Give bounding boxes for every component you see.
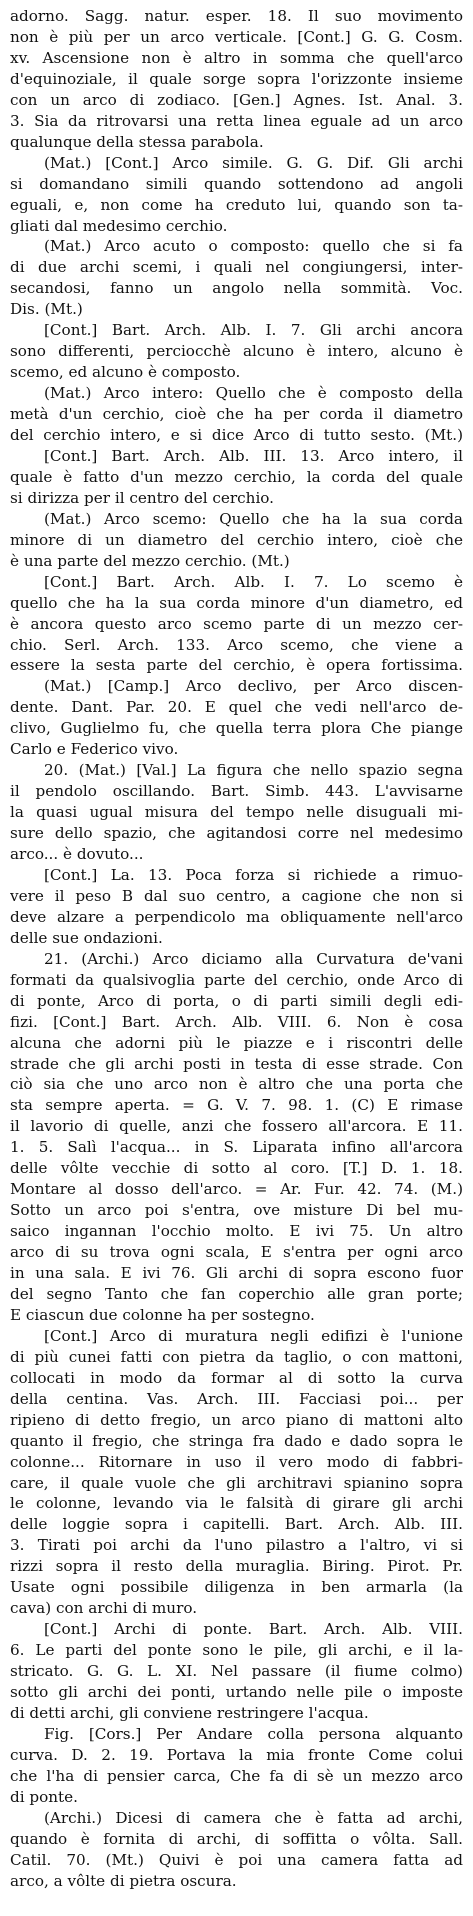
text-line: 3. Tirati poi archi da l'uno pilastro a l'altro, vi si: [10, 1536, 463, 1555]
text-line: arco, a vôlte di pietra oscura.: [10, 1871, 237, 1890]
text-line: 21. (Archi.) Arco diciamo alla Curvatura de'vani: [44, 949, 463, 968]
text-line: di due archi scemi, i quali nel congiungersi, inter-: [10, 258, 463, 277]
text-line: fizi. [Cont.] Bart. Arch. Alb. VIII. 6. Non è cosa: [10, 1012, 463, 1031]
text-line: Sotto un arco poi s'entra, ove misture Di bel mu-: [10, 1201, 463, 1220]
text-line: colonne... Ritornare in uso il vero modo di fabbri-: [10, 1452, 463, 1471]
text-line: 1. 5. Salì l'acqua... in S. Liparata infino all'arcora: [10, 1138, 463, 1157]
text-line: arco... è dovuto...: [10, 845, 144, 863]
text-line: del segno Tanto che fan coperchio alle gran porte;: [10, 1284, 463, 1303]
text-line: delle sue ondazioni.: [10, 928, 163, 947]
text-line: si dirizza per il centro del cerchio.: [10, 488, 275, 507]
text-line: sotto gli archi dei ponti, urtando nelle pile o imposte: [10, 1683, 463, 1701]
text-line: stricato. G. G. L. XI. Nel passare (il fiume colmo): [10, 1662, 463, 1681]
text-line: eguali, e, non come ha creduto lui, quando son ta-: [10, 195, 463, 214]
text-line: [Cont.] Bart. Arch. Alb. I. 7. Lo scemo è: [44, 572, 463, 591]
text-line: gliati dal medesimo cerchio.: [10, 216, 228, 235]
text-line: sure dello spazio, che agitandosi corre nel medesimo: [10, 824, 463, 843]
text-line: ripieno di detto fregio, un arco piano di mattoni alto: [10, 1410, 463, 1429]
text-line: in una sala. E ivi 76. Gli archi di sopra escono fuor: [10, 1264, 463, 1282]
text-line: di ponte.: [10, 1787, 78, 1806]
text-line: delle vôlte vecchie di sotto al coro. [T.] D. 1. 18.: [10, 1159, 463, 1178]
text-line: cava) con archi di muro.: [10, 1599, 198, 1618]
text-line: metà d'un cerchio, cioè che ha per corda il diametro: [10, 405, 463, 424]
text-line: arco di su trova ogni scala, E s'entra per ogni arco: [10, 1243, 463, 1262]
text-line: Fig. [Cors.] Per Andare colla persona alquanto: [44, 1724, 463, 1743]
text-line: rizzi sopra il resto della muraglia. Biring. Pirot. Pr.: [10, 1557, 463, 1576]
text-line: deve alzare a perpendicolo ma obliquamente nell'arco: [10, 907, 463, 926]
text-line: 20. (Mat.) [Val.] La figura che nello spazio segna: [44, 761, 463, 780]
text-line: [Cont.] Archi di ponte. Bart. Arch. Alb. VIII.: [44, 1620, 463, 1639]
text-line: scemo, ed alcuno è composto.: [10, 363, 241, 382]
text-line: chio. Serl. Arch. 133. Arco scemo, che viene a: [10, 635, 463, 654]
text-line: il pendolo oscillando. Bart. Simb. 443. L'avvisarne: [10, 782, 463, 801]
text-line: xv. Ascensione non è altro in somma che quell'arco: [10, 48, 463, 67]
text-line: secandosi, fanno un angolo nella sommità. Voc.: [10, 279, 463, 298]
text-line: quanto il fregio, che stringa fra dado e dado sopra le: [10, 1431, 463, 1450]
text-line: di ponte, Arco di porta, o di parti simili degli edi-: [10, 991, 463, 1010]
text-line: si domandano simili quando sottendono ad angoli: [10, 174, 463, 193]
text-line: la quasi ugual misura del tempo nelle disuguali mi-: [10, 803, 463, 822]
text-line: qualunque della stessa parabola.: [10, 132, 264, 151]
text-line: adorno. Sagg. natur. esper. 18. Il suo movimento: [10, 7, 463, 25]
text-line: dente. Dant. Par. 20. E quel che vedi nell'arco de-: [10, 698, 463, 717]
text-line: collocati in modo da formar al di sotto la curva: [10, 1368, 463, 1387]
text-line: 6. Le parti del ponte sono le pile, gli archi, e il la-: [10, 1641, 463, 1660]
text-line: (Archi.) Dicesi di camera che è fatta ad archi,: [44, 1808, 463, 1827]
text-line: alcuna che adorni più le piazze e i riscontri delle: [10, 1033, 463, 1052]
text-line: Usate ogni possibile diligenza in ben armarla (la: [10, 1578, 463, 1597]
text-line: è una parte del mezzo cerchio. (Mt.): [10, 551, 290, 570]
text-line: [Cont.] La. 13. Poca forza si richiede a rimuo-: [44, 865, 463, 884]
text-line: di detti archi, gli conviene restringere l'acqua.: [10, 1703, 369, 1722]
text-line: Carlo e Federico vivo.: [10, 740, 179, 759]
text-line: [Cont.] Bart. Arch. Alb. III. 13. Arco intero, il: [44, 446, 463, 465]
text-line: (Mat.) Arco scemo: Quello che ha la sua corda: [44, 509, 463, 528]
text-line: non è più per un arco verticale. [Cont.] G. G. Cosm.: [10, 27, 463, 46]
text-line: è ancora questo arco scemo parte di un mezzo cer-: [10, 614, 463, 633]
text-line: ciò sia che uno arco non è altro che una porta che: [10, 1075, 463, 1094]
text-line: [Cont.] Arco di muratura negli edifizi è l'unione: [44, 1326, 463, 1345]
text-line: E ciascun due colonne ha per sostegno.: [10, 1305, 315, 1324]
text-line: 3. Sia da ritrovarsi una retta linea eguale ad un arco: [10, 111, 463, 130]
text-line: essere la sesta parte del cerchio, è opera fortissima.: [10, 656, 463, 675]
text-line: sono differenti, perciocchè alcuno è intero, alcuno è: [10, 342, 463, 361]
text-line: strade che gli archi posti in testa di esse strade. Con: [10, 1054, 463, 1073]
text-line: minore di un diametro del cerchio intero, cioè che: [10, 530, 463, 549]
text-line: d'equinoziale, il quale sorge sopra l'orizzonte insieme: [10, 69, 463, 88]
text-line: [Cont.] Bart. Arch. Alb. I. 7. Gli archi ancora: [44, 321, 463, 340]
text-line: del cerchio intero, e si dice Arco di tutto sesto. (Mt.): [10, 426, 463, 444]
text-line: Montare al dosso dell'arco. = Ar. Fur. 42. 74. (M.): [10, 1180, 463, 1199]
text-line: della centina. Vas. Arch. III. Facciasi poi... per: [10, 1389, 463, 1408]
text-line: sta sempre aperta. = G. V. 7. 98. 1. (C) E rimase: [10, 1096, 463, 1115]
text-line: clivo, Guglielmo fu, che quella terra plora Che piange: [10, 719, 463, 738]
text-line: saico ingannan l'occhio molto. E ivi 75. Un altro: [10, 1222, 463, 1241]
text-line: formati da qualsivoglia parte del cerchio, onde Arco di: [10, 970, 463, 989]
text-line: quello che ha la sua corda minore d'un diametro, ed: [10, 593, 463, 612]
text-line: (Mat.) Arco intero: Quello che è composto della: [44, 384, 463, 403]
text-line: vere il peso B dal suo centro, a cagione che non si: [10, 886, 463, 905]
text-line: di più cunei fatti con pietra da taglio, o con mattoni,: [10, 1347, 463, 1366]
text-line: quale è fatto d'un mezzo cerchio, la corda del quale: [10, 467, 463, 486]
text-line: care, il quale vuole che gli architravi spianino sopra: [10, 1473, 463, 1492]
text-line: delle loggie sopra i capitelli. Bart. Arch. Alb. III.: [10, 1515, 463, 1534]
text-line: (Mat.) [Camp.] Arco declivo, per Arco discen-: [44, 677, 463, 696]
text-line: le colonne, levando via le falsità di girare gli archi: [10, 1494, 463, 1513]
text-line: il lavorio di quelle, anzi che fossero all'arcora. E 11.: [10, 1117, 463, 1136]
text-line: Dis. (Mt.): [10, 300, 83, 319]
text-line: (Mat.) Arco acuto o composto: quello che si fa: [44, 237, 463, 256]
text-line: Catil. 70. (Mt.) Quivi è poi una camera fatta ad: [10, 1850, 463, 1869]
text-line: (Mat.) [Cont.] Arco simile. G. G. Dif. Gli archi: [44, 153, 463, 172]
text-line: curva. D. 2. 19. Portava la mia fronte Come colui: [10, 1745, 463, 1764]
text-line: quando è fornita di archi, di soffitta o vôlta. Sall.: [10, 1829, 463, 1848]
text-line: che l'ha di pensier carca, Che fa di sè un mezzo arco: [10, 1766, 463, 1785]
text-line: con un arco di zodiaco. [Gen.] Agnes. Ist. Anal. 3.: [10, 90, 463, 109]
